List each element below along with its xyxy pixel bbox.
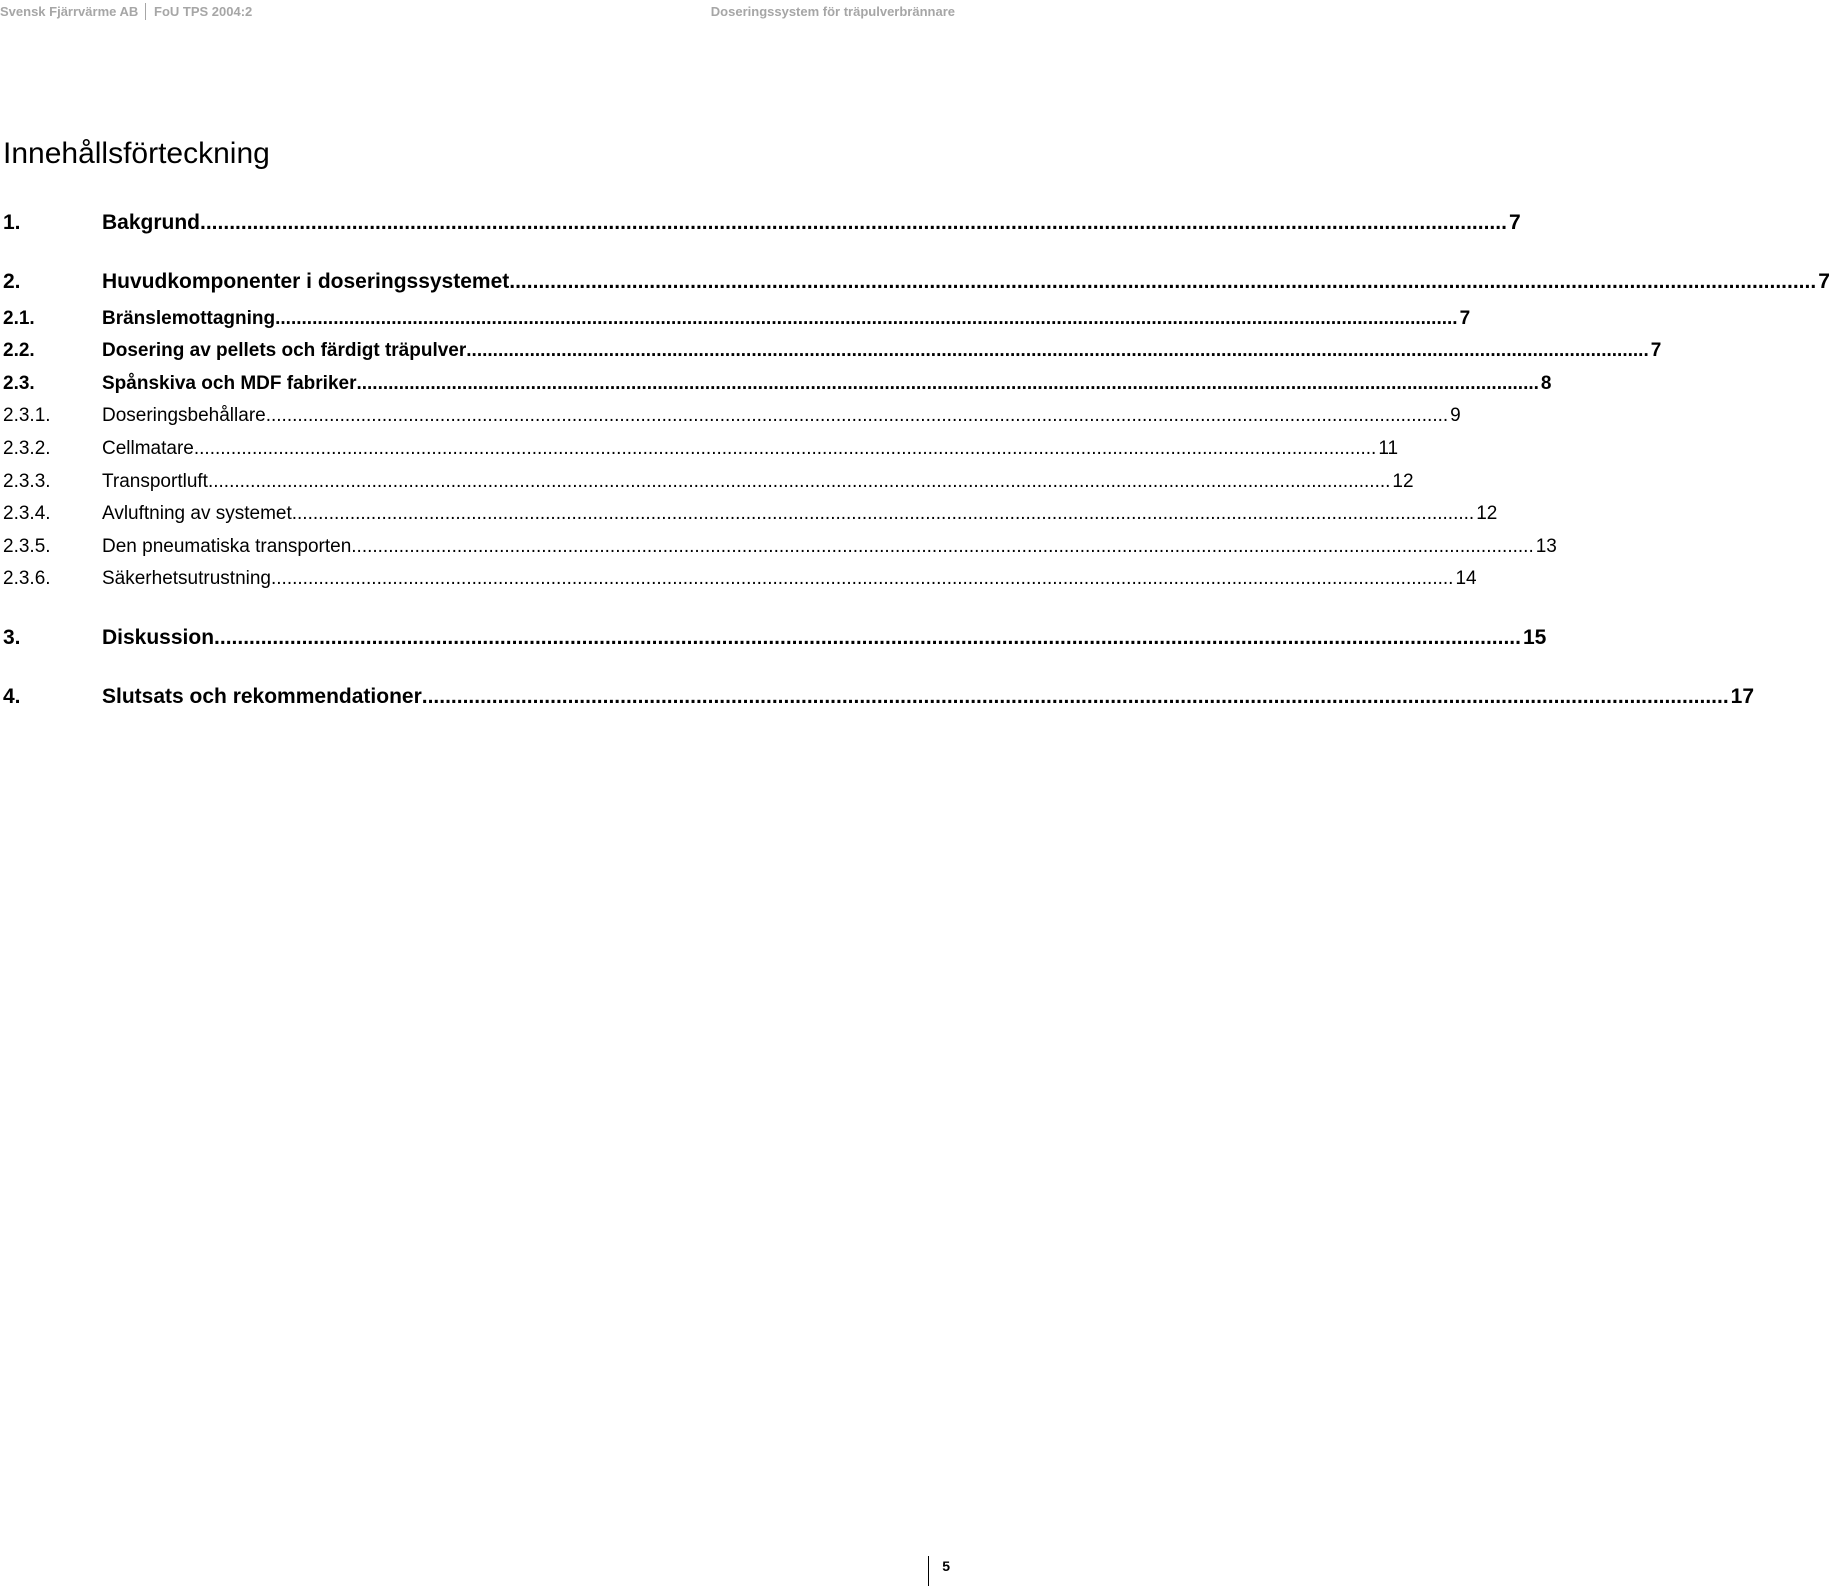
toc-entry-page: 8 bbox=[1540, 373, 1552, 394]
toc-entry-number: 2.3.4. bbox=[3, 503, 51, 524]
toc-entry-huvudkomponenter[interactable] bbox=[3, 270, 1830, 296]
toc-entry-pneumatiska[interactable] bbox=[3, 536, 1557, 562]
toc-entry-page: 7 bbox=[1508, 211, 1521, 234]
toc-leader-dots bbox=[351, 536, 1533, 558]
toc-leader-dots bbox=[266, 405, 1448, 427]
toc-entry-number: 2.1. bbox=[3, 308, 35, 329]
toc-entry-label: Säkerhetsutrustning bbox=[102, 568, 271, 589]
toc-leader-dots bbox=[214, 626, 1521, 650]
toc-entry-cellmatare[interactable] bbox=[3, 438, 1399, 464]
toc-entry-slutsats[interactable] bbox=[3, 685, 1755, 711]
toc-entry-page: 7 bbox=[1459, 308, 1471, 329]
toc-entry-spanskiva[interactable] bbox=[3, 373, 1552, 399]
header-separator bbox=[145, 3, 146, 20]
toc-entry-page: 14 bbox=[1455, 568, 1477, 589]
toc-entry-label: Cellmatare bbox=[102, 438, 194, 459]
toc-entry-doseringsbehallare[interactable] bbox=[3, 405, 1461, 431]
toc-entry-number: 2.3.2. bbox=[3, 438, 51, 459]
header-organization: Svensk Fjärrvärme AB bbox=[0, 4, 139, 19]
toc-entry-bakgrund[interactable] bbox=[3, 211, 1521, 237]
toc-entry-page: 13 bbox=[1535, 536, 1557, 557]
toc-entry-label: Avluftning av systemet bbox=[102, 503, 292, 524]
toc-entry-page: 7 bbox=[1818, 270, 1830, 293]
toc-leader-dots bbox=[208, 471, 1390, 493]
toc-leader-dots bbox=[200, 211, 1507, 235]
toc-entry-label: Doseringsbehållare bbox=[102, 405, 266, 426]
toc-entry-number: 2.3.6. bbox=[3, 568, 51, 589]
toc-leader-dots bbox=[422, 685, 1729, 709]
toc-entry-number: 2.3. bbox=[3, 373, 35, 394]
toc-entry-page: 17 bbox=[1730, 685, 1755, 708]
toc-entry-transportluft[interactable] bbox=[3, 471, 1414, 497]
page-header bbox=[0, 0, 960, 26]
toc-entry-label: Den pneumatiska transporten bbox=[102, 536, 352, 557]
toc-entry-page: 12 bbox=[1476, 503, 1498, 524]
toc-leader-dots bbox=[356, 373, 1538, 395]
toc-leader-dots bbox=[509, 270, 1816, 294]
toc-entry-avluftning[interactable] bbox=[3, 503, 1498, 529]
toc-entry-label: Diskussion bbox=[102, 626, 215, 649]
toc-entry-label: Huvudkomponenter i doseringssystemet bbox=[102, 270, 510, 293]
toc-entry-diskussion[interactable] bbox=[3, 626, 1547, 652]
toc-leader-dots bbox=[194, 438, 1376, 460]
toc-leader-dots bbox=[292, 503, 1474, 525]
toc-entry-label: Transportluft bbox=[102, 471, 208, 492]
toc-entry-number: 2.2. bbox=[3, 340, 35, 361]
toc-entry-number: 4. bbox=[3, 685, 21, 708]
toc-title: Innehållsförteckning bbox=[3, 137, 270, 170]
toc-entry-bransle[interactable] bbox=[3, 308, 1471, 334]
toc-entry-page: 11 bbox=[1378, 438, 1399, 459]
toc-entry-label: Spånskiva och MDF fabriker bbox=[102, 373, 357, 394]
toc-entry-number: 2.3.5. bbox=[3, 536, 51, 557]
header-report-title: Doseringssystem för träpulverbrännare bbox=[710, 4, 955, 19]
toc-entry-label: Bränslemottagning bbox=[102, 308, 276, 329]
toc-entry-page: 7 bbox=[1650, 340, 1662, 361]
toc-entry-number: 3. bbox=[3, 626, 21, 649]
toc-entry-number: 2. bbox=[3, 270, 21, 293]
toc-entry-number: 2.3.3. bbox=[3, 471, 51, 492]
toc-entry-dosering[interactable] bbox=[3, 340, 1662, 366]
toc-entry-number: 1. bbox=[3, 211, 21, 234]
toc-entry-sakerhet[interactable] bbox=[3, 568, 1477, 594]
toc-leader-dots bbox=[271, 568, 1453, 590]
toc-entry-label: Dosering av pellets och färdigt träpulver bbox=[102, 340, 467, 361]
page-number-rule bbox=[928, 1556, 929, 1586]
toc-leader-dots bbox=[466, 340, 1648, 362]
toc-entry-label: Slutsats och rekommendationer bbox=[102, 685, 422, 708]
page-number: 5 bbox=[942, 1558, 950, 1574]
toc-entry-number: 2.3.1. bbox=[3, 405, 51, 426]
toc-entry-page: 15 bbox=[1522, 626, 1547, 649]
toc-entry-page: 12 bbox=[1392, 471, 1414, 492]
header-report-id: FoU TPS 2004:2 bbox=[154, 4, 253, 19]
toc-entry-label: Bakgrund bbox=[102, 211, 201, 234]
toc-leader-dots bbox=[275, 308, 1457, 330]
toc-entry-page: 9 bbox=[1450, 405, 1461, 426]
